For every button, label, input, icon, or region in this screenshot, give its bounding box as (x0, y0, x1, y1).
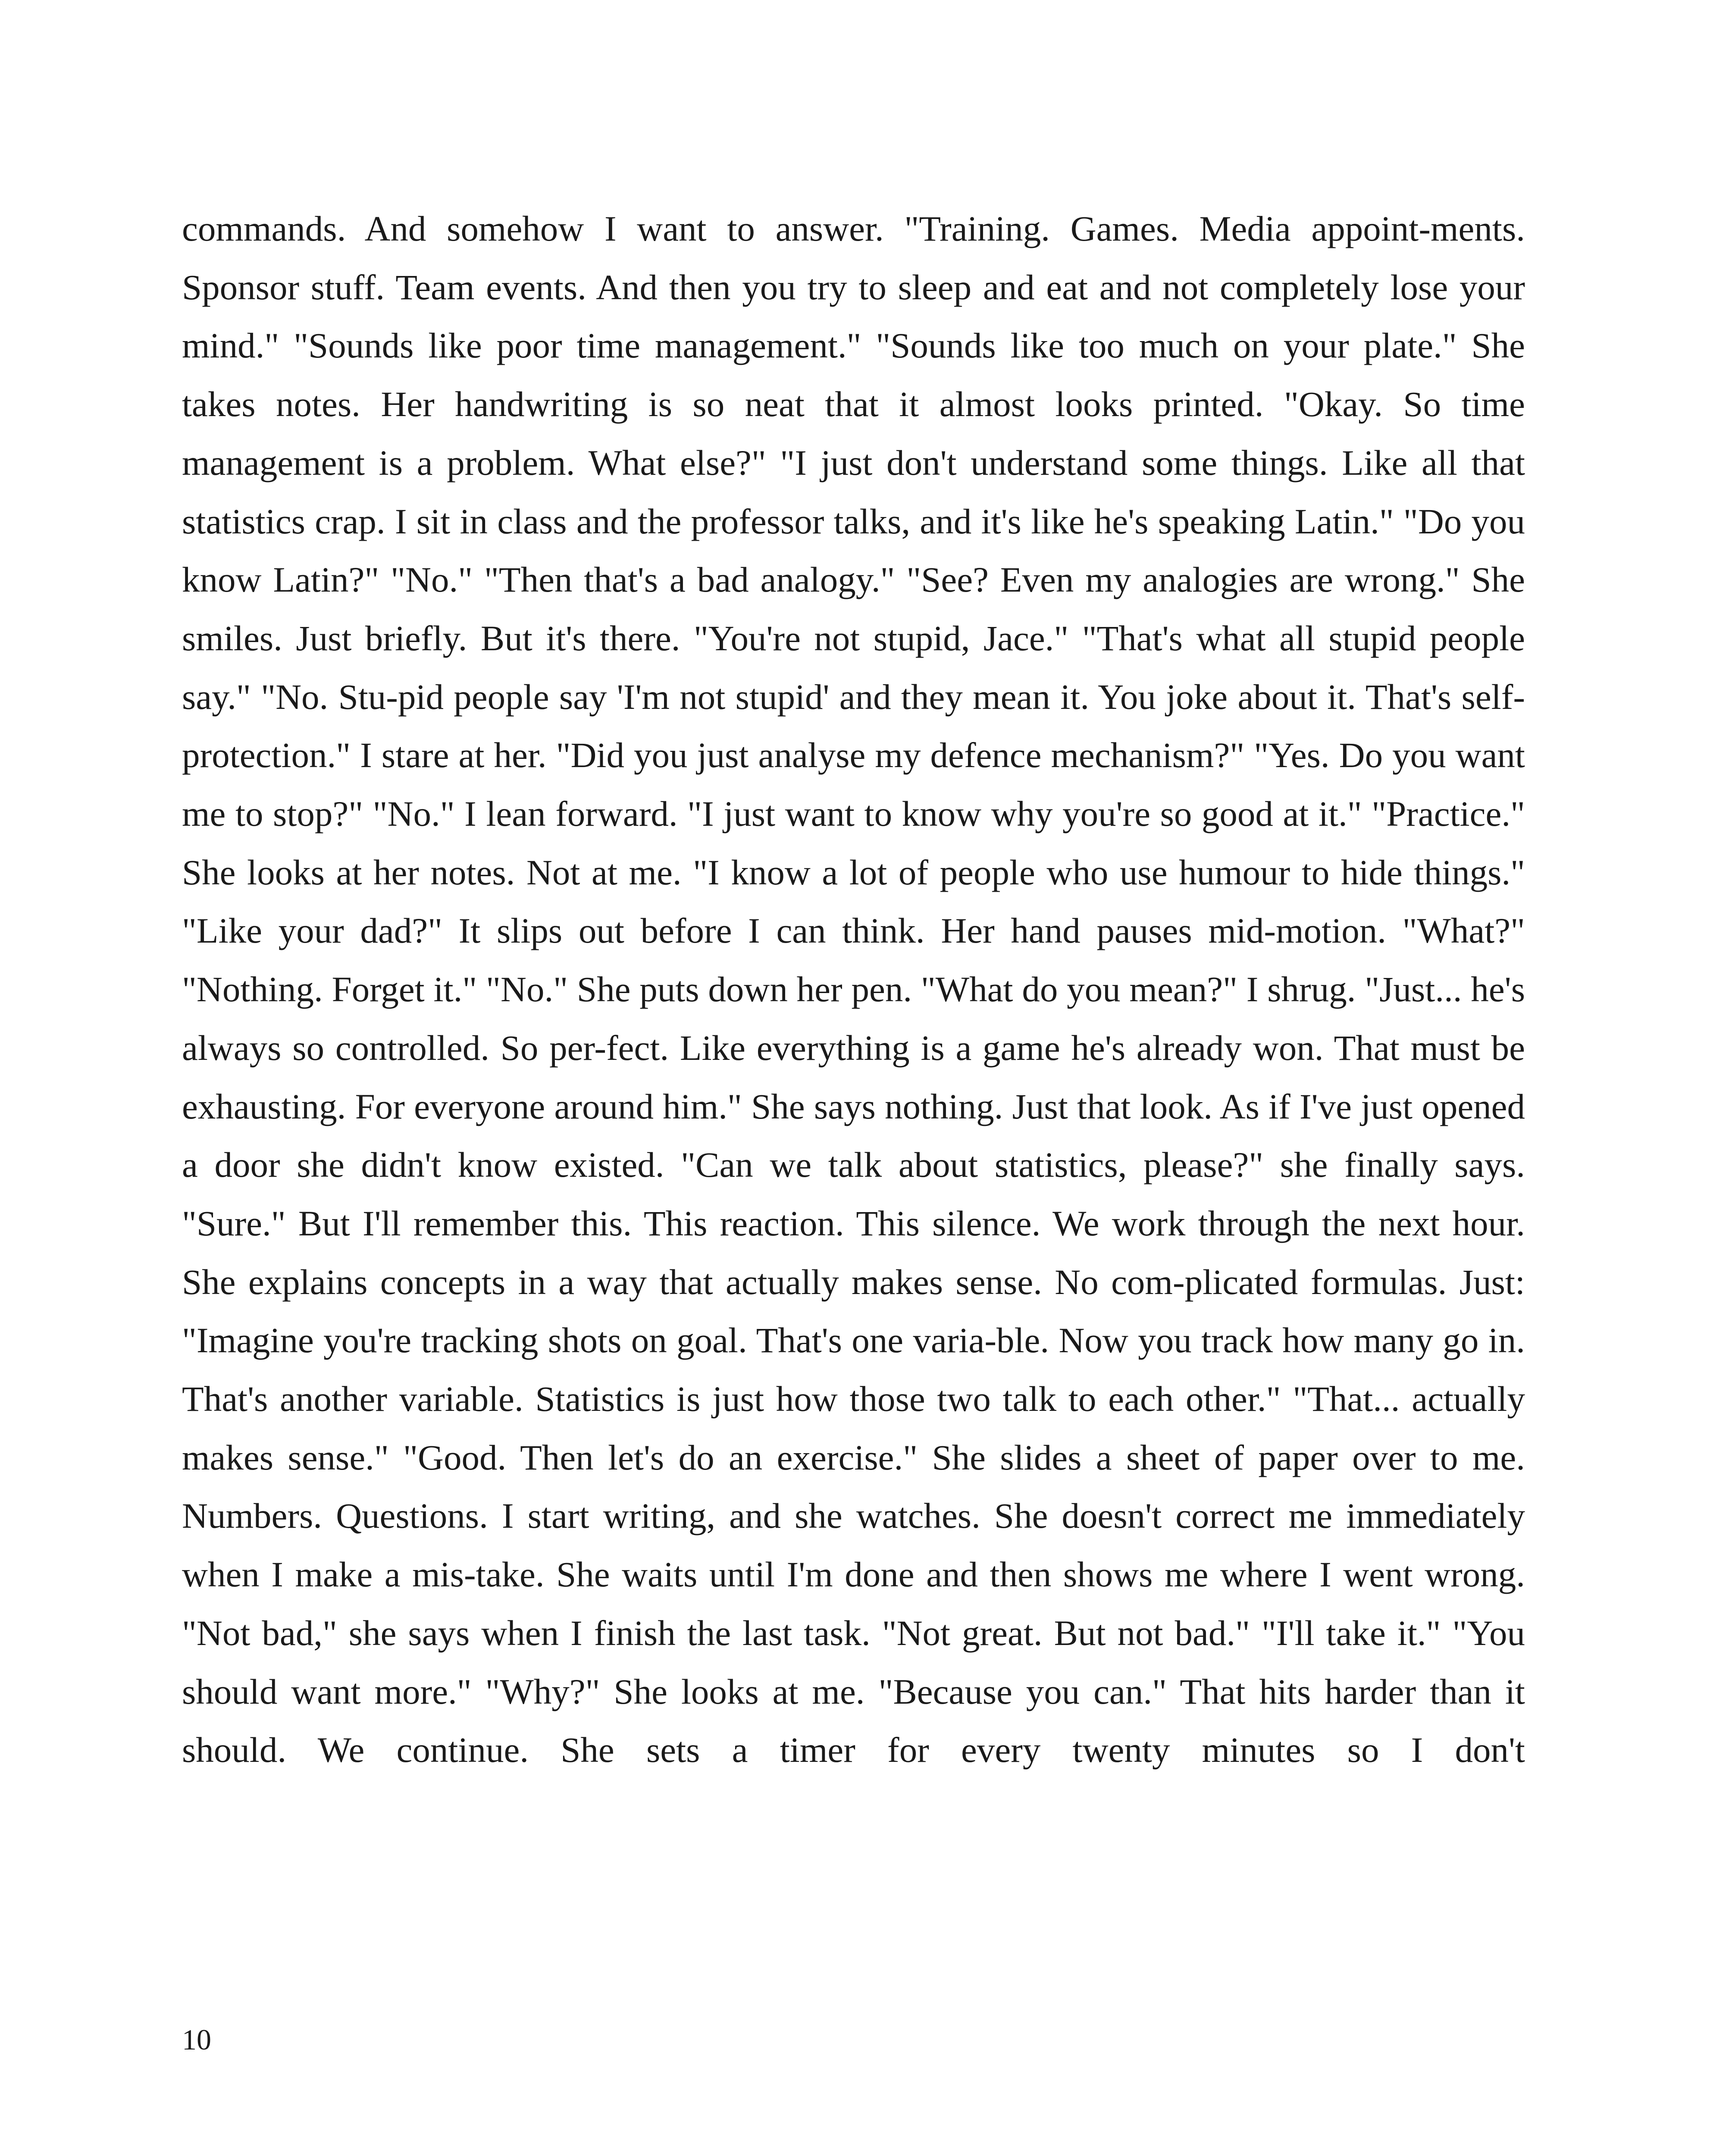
page-number: 10 (182, 2023, 211, 2056)
body-text: commands. And somehow I want to answer. "Training. Games. Media appoint-ments. Sponsor stuff. Team events. And then you try to sleep and eat and not completely lose your mind." "Sounds like poor time management." "Sounds like too much on your plate." She takes notes. Her handwriting is so neat that it almost looks printed. "Okay. So time management is a problem. What else?" "I just don't understand some things. Like all that statistics crap. I sit in class and the professor talks, and it's like he's speaking Latin." "Do you know Latin?" "No." "Then that's a bad analogy." "See? Even my analogies are wrong." She smiles. Just briefly. But it's there. "You're not stupid, Jace." "That's what all stupid people say." "No. Stu-pid people say 'I'm not stupid' and they mean it. You joke about it. That's self-protection." I stare at her. "Did you just analyse my defence mechanism?" "Yes. Do you want me to stop?" "No." I lean forward. "I just want to know why you're so good at it." "Practice." She looks at her notes. Not at me. "I know a lot of people who use humour to hide things." "Like your dad?" It slips out before I can think. Her hand pauses mid-motion. "What?" "Nothing. Forget it." "No." She puts down her pen. "What do you mean?" I shrug. "Just... he's always so controlled. So per-fect. Like everything is a game he's already won. That must be exhausting. For everyone around him." She says nothing. Just that look. As if I've just opened a door she didn't know existed. "Can we talk about statistics, please?" she finally says. "Sure." But I'll remember this. This reaction. This silence. We work through the next hour. She explains concepts in a way that actually makes sense. No com-plicated formulas. Just: "Imagine you're tracking shots on goal. That's one varia-ble. Now you track how many go in. That's another variable. Statistics is just how those two talk to each other." "That... actually makes sense." "Good. Then let's do an exercise." She slides a sheet of paper over to me. Numbers. Questions. I start writing, and she watches. She doesn't correct me immediately when I make a mis-take. She waits until I'm done and then shows me where I went wrong. "Not bad," she says when I finish the last task. "Not great. But not bad." "I'll take it." "You should want more." "Why?" She looks at me. "Because you can." That hits harder than it should. We continue. She sets a timer for every twenty minutes so I don't (182, 209, 1525, 1770)
